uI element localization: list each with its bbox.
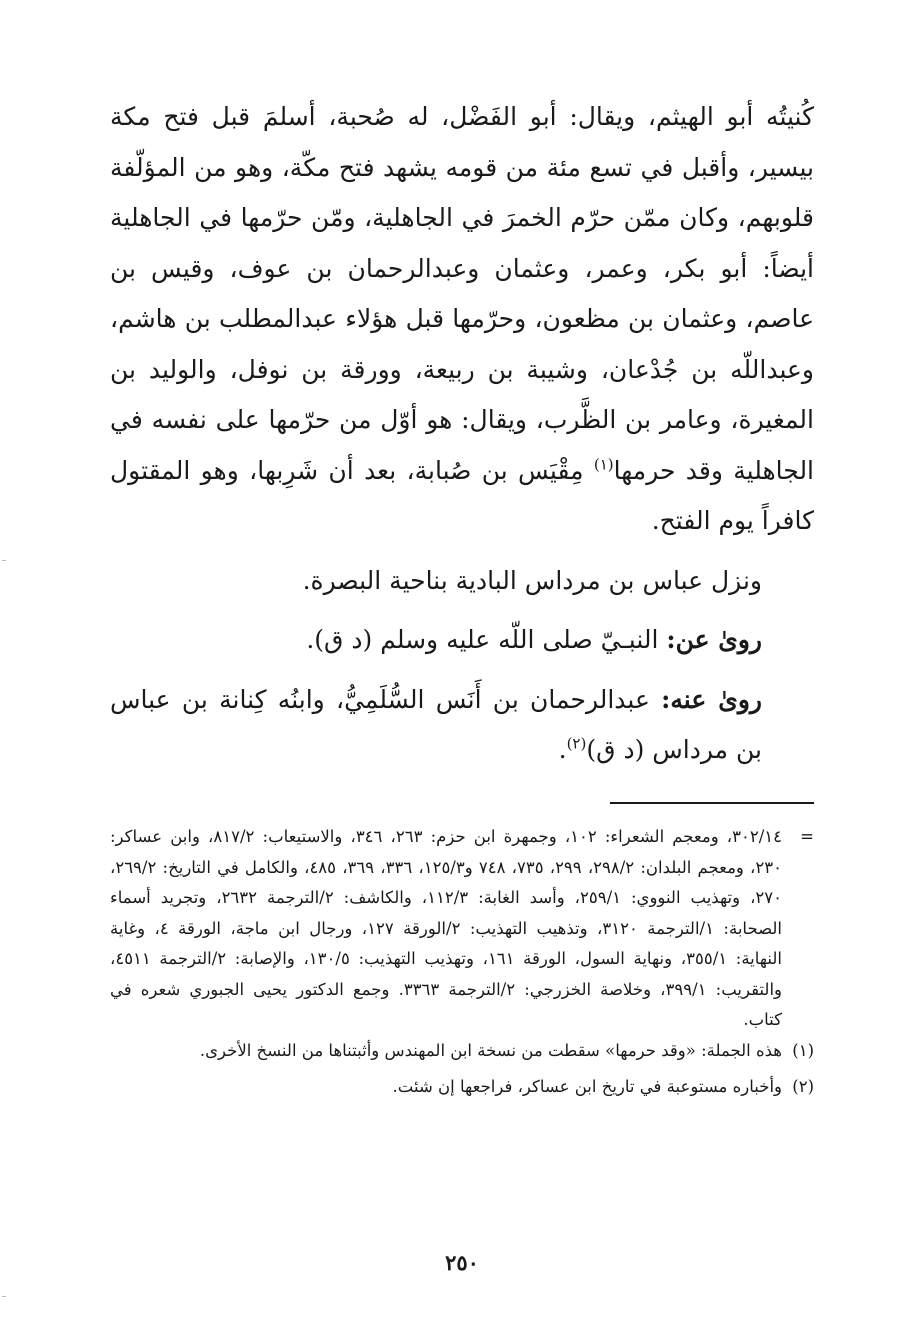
footnote-2-text: وأخباره مستوعبة في تاريخ ابن عساكر، فراجعها إن شئت. xyxy=(392,1077,782,1096)
continuation-text: ٣٠٢/١٤، ومعجم الشعراء: ١٠٢، وجمهرة ابن حزم: ٢٦٣، ٣٤٦، والاستيعاب: ٨١٧/٢، وابن عساكر: ٢٣٠، ومعجم البلدان: ٢٩٨/٢، ٢٩٩، ٧٣٥، ٧٤٨ و١٢٥/٣، ٣٣٦، ٣٦٩، ٤٨٥، والكامل في التاريخ: ٢٦٩/٢، ٢٧٠، وتهذيب النووي: ٢٥٩/١، وأسد الغابة: ١١٢/٣، والكاشف: ٢/الترجمة ٢٦٣٢، وتجريد أسماء الصحابة: ١/الترجمة ٣١٢٠، وتذهيب التهذيب: ٢/الورقة ١٢٧، ورجال ابن ماجة، الورقة ٤، وغاية النهاية: ٣٥٥/١، ونهاية السول، الورقة ١٦١، وتهذيب التهذيب: ١٣٠/٥، والإصابة: ٢/الترجمة ٤٥١١، والتقريب: ٣٩٩/١، وخلاصة الخزرجي: ٢/الترجمة ٣٣٦٣. وجمع الدكتور يحيى الجبوري شعره في كتاب. xyxy=(110,827,783,1029)
footnote-1-marker: (١) xyxy=(792,1040,814,1060)
narrated-from-paragraph xyxy=(110,615,814,666)
footnotes xyxy=(110,822,814,1103)
footnote-continuation xyxy=(110,822,814,1036)
narrated-from-text: النبـيّ صلى اللّه عليه وسلم (د ق). xyxy=(306,625,667,654)
footnote-2 xyxy=(110,1072,814,1103)
scan-mark xyxy=(2,1296,6,1297)
footnote-ref-2: (٢) xyxy=(566,734,587,753)
footnote-1-text: هذه الجملة: «وقد حرمها» سقطت من نسخة ابن المهندس وأثبتناها من النسخ الأخرى. xyxy=(199,1040,782,1060)
narrated-by-paragraph xyxy=(110,675,814,776)
residence-paragraph xyxy=(110,556,814,607)
page-number: ٢٥٠ xyxy=(445,1250,479,1275)
biography-paragraph xyxy=(110,92,814,547)
footnote-1 xyxy=(110,1036,814,1067)
main-text xyxy=(110,92,814,776)
footnote-ref-1: (١) xyxy=(593,455,614,474)
footnote-separator xyxy=(610,802,814,804)
biography-text-end: مِقْيَس بن صُبابة، بعد أن شَرِبها، وهو المقتول كافراً يوم الفتح. xyxy=(110,455,814,535)
narrated-by-text-end: . xyxy=(558,735,567,764)
narrated-by-label: روىٰ عنه: xyxy=(661,684,762,714)
footnote-2-marker: (٢) xyxy=(792,1077,814,1096)
biography-text: كُنيتُه أبو الهيثم، ويقال: أبو الفَضْل، له صُحبة، أسلمَ قبل فتح مكة بيسير، وأقبل في تسع مئة من قومه يشهد فتح مكّة، وهو من المؤلّفة قلوبهم، وكان ممّن حرّم الخمرَ في الجاهلية، ومّن حرّمها في الجاهلية أيضاً: أبو بكر، وعمر، وعثمان وعبدالرحمان بن عوف، وقيس بن عاصم، وعثمان بن مظعون، وحرّمها قبل هؤلاء عبدالمطلب بن هاشم، وعبداللّه بن جُدْعان، وشيبة بن ربيعة، وورقة بن نوفل، والوليد بن المغيرة، وعامر بن الظَّرب، ويقال: هو أوّل من حرّمها على نفسه في الجاهلية وقد حرمها xyxy=(110,102,815,485)
narrated-by-text: عبدالرحمان بن أَنَس السُّلَمِيُّ، وابنُه كِنانة بن عباس بن مرداس (د ق) xyxy=(110,684,762,764)
continuation-marker: = xyxy=(800,827,814,846)
narrated-from-label: روىٰ عن: xyxy=(666,625,762,654)
residence-text: ونزل عباس بن مرداس البادية بناحية البصرة. xyxy=(302,565,762,595)
scan-mark xyxy=(2,560,6,561)
